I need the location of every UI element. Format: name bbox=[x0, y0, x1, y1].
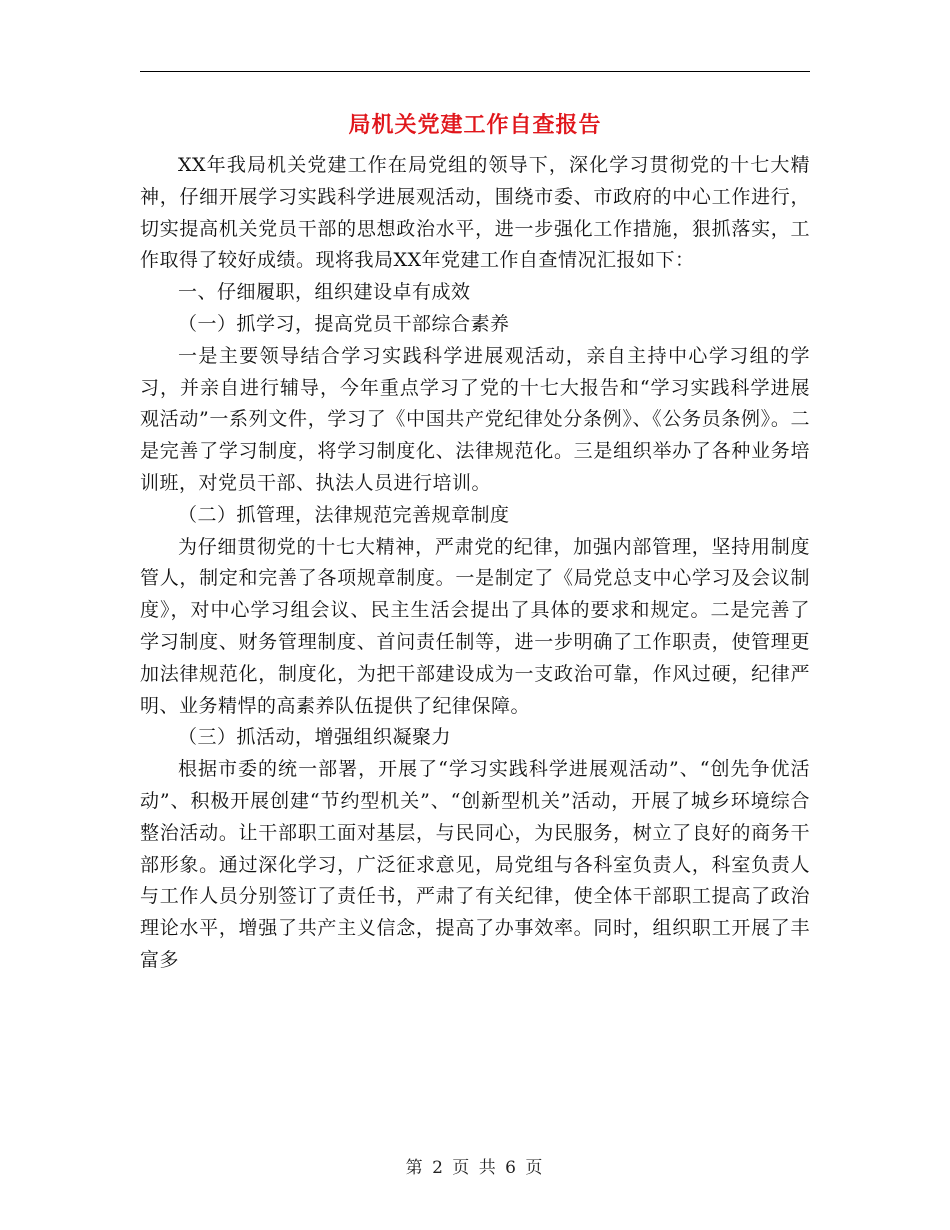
subsection-paragraph-1: 一是主要领导结合学习实践科学进展观活动，亲自主持中心学习组的学习，并亲自进行辅导，今年重点学习了党的十七大报告和“学习实践科学进展观活动”一系列文件，学习了《中国共产党纪律处分条例》、《公务员条例》。二是完善了学习制度，将学习制度化、法律规范化。三是组织举办了各种业务培训班，对党员干部、执法人员进行培训。 bbox=[140, 344, 810, 494]
subsection-heading-2: （二）抓管理，法律规范完善规章制度 bbox=[178, 503, 510, 526]
subsection-paragraph-2: 为仔细贯彻党的十七大精神，严肃党的纪律，加强内部管理，坚持用制度管人，制定和完善了各项规章制度。一是制定了《局党总支中心学习及会议制度》，对中心学习组会议、民主生活会提出了具体的要求和规定。二是完善了学习制度、财务管理制度、首问责任制等，进一步明确了工作职责，使管理更加法律规范化，制度化，为把干部建设成为一支政治可靠，作风过硬，纪律严明、业务精悍的高素养队伍提供了纪律保障。 bbox=[140, 535, 810, 717]
subsection-heading-1: （一）抓学习，提高党员干部综合素养 bbox=[178, 312, 510, 335]
subsection-heading-3: （三）抓活动，增强组织凝聚力 bbox=[178, 726, 452, 749]
document-body bbox=[140, 150, 810, 977]
subsection-paragraph-3: 根据市委的统一部署，开展了“学习实践科学进展观活动”、“创先争优活动”、积极开展创建“节约型机关”、“创新型机关”活动，开展了城乡环境综合整治活动。让干部职工面对基层，与民同心，为民服务，树立了良好的商务干部形象。通过深化学习，广泛征求意见，局党组与各科室负责人，科室负责人与工作人员分别签订了责任书，严肃了有关纪律，使全体干部职工提高了政治理论水平，增强了共产主义信念，提高了办事效率。同时，组织职工开展了丰富多 bbox=[140, 758, 810, 971]
page-number: 第 2 页 共 6 页 bbox=[405, 1158, 545, 1178]
intro-paragraph: XX年我局机关党建工作在局党组的领导下，深化学习贯彻党的十七大精神，仔细开展学习实践科学进展观活动，围绕市委、市政府的中心工作进行，切实提高机关党员干部的思想政治水平，进一步强化工作措施，狠抓落实，工作取得了较好成绩。现将我局XX年党建工作自查情况汇报如下： bbox=[140, 154, 810, 272]
document-title: 局机关党建工作自查报告 bbox=[348, 112, 602, 138]
section-heading-1: 一、仔细履职，组织建设卓有成效 bbox=[178, 281, 471, 304]
header-rule bbox=[140, 71, 810, 72]
